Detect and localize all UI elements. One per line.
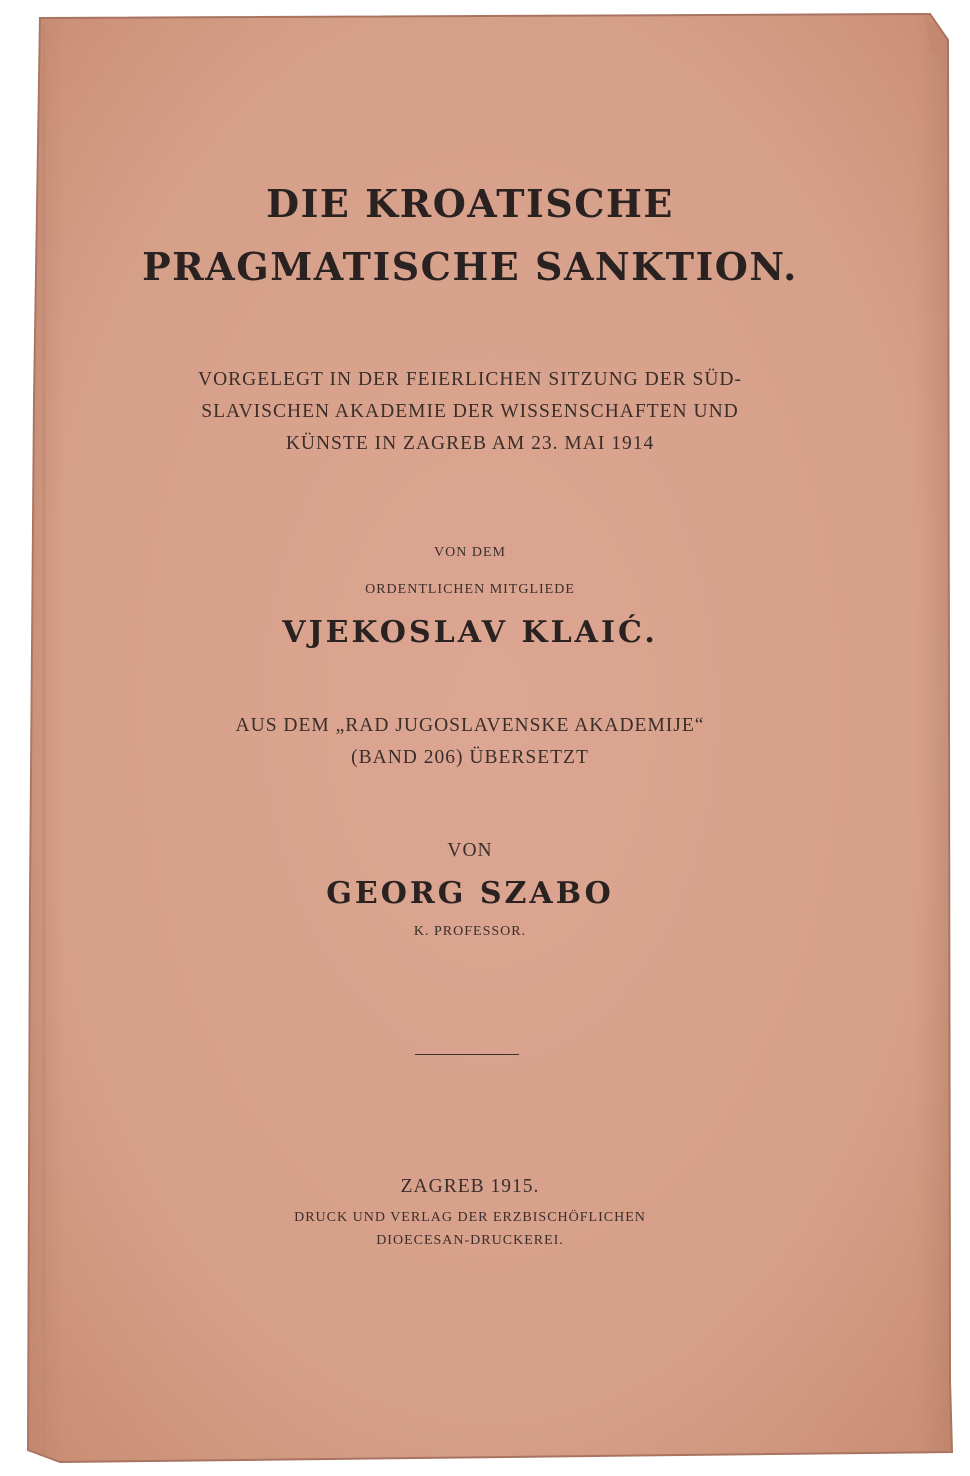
author-intro-1: VON DEM: [434, 545, 506, 560]
author-intro-2: ORDENTLICHEN MITGLIEDE: [365, 582, 575, 597]
divider-rule: [415, 1054, 519, 1055]
imprint-place: ZAGREB 1915.: [400, 1176, 540, 1197]
subtitle-line-1: VORGELEGT IN DER FEIERLICHEN SITZUNG DER SÜD-: [197, 369, 743, 390]
translator-intro: VON: [447, 840, 493, 861]
imprint-line-1: DRUCK UND VERLAG DER ERZBISCHÖFLICHEN: [294, 1210, 646, 1225]
translator-title: K. PROFESSOR.: [413, 924, 527, 939]
subtitle-line-3: KÜNSTE IN ZAGREB AM 23. MAI 1914: [285, 433, 655, 454]
translator-name: GEORG SZABO: [326, 876, 614, 911]
source-line-1: AUS DEM „RAD JUGOSLAVENSKE AKADEMIJE“: [235, 715, 705, 736]
author-name: VJEKOSLAV KLAIĆ.: [282, 615, 658, 650]
source-line-2: (BAND 206) ÜBERSETZT: [351, 747, 589, 768]
imprint-line-2: DIOECESAN-DRUCKEREI.: [376, 1233, 564, 1248]
subtitle-line-2: SLAVISCHEN AKADEMIE DER WISSENSCHAFTEN UND: [201, 401, 739, 422]
title-line-1: DIE KROATISCHE: [266, 181, 674, 226]
title-line-2: PRAGMATISCHE SANKTION.: [142, 244, 798, 289]
